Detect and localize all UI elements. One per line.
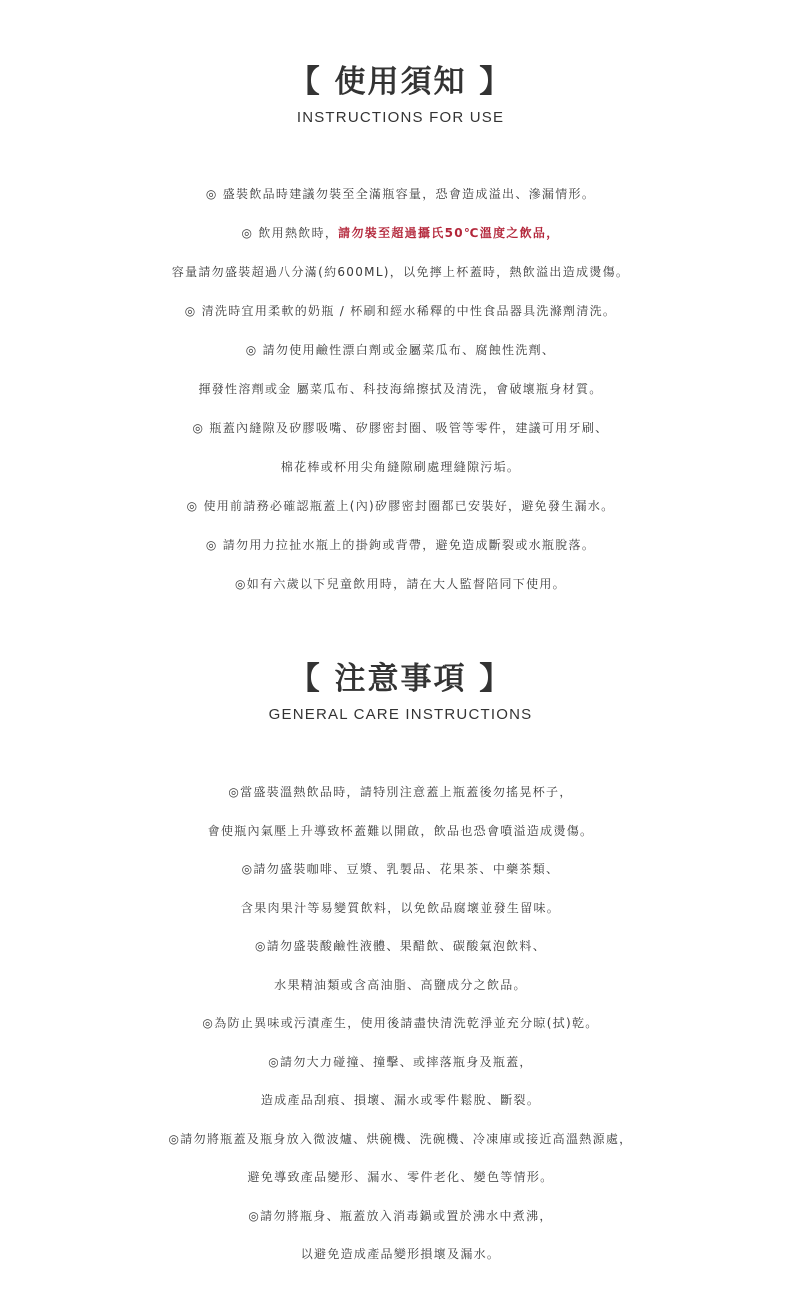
- instruction-line: [0, 448, 801, 487]
- instruction-text: 容量請勿盛裝超過八分滿(約600ML)，以免擰上杯蓋時，熱飲溢出造成燙傷。: [171, 265, 630, 279]
- instruction-line: [0, 214, 801, 253]
- care-line: ◎請勿將瓶身、瓶蓋放入消毒鍋或置於沸水中煮沸，: [248, 1208, 553, 1223]
- instruction-text: ◎ 使用前請務必確認瓶蓋上(內)矽膠密封圈都已安裝好，避免發生漏水。: [186, 499, 615, 513]
- instruction-line: [0, 409, 801, 448]
- instructions-section: [0, 58, 801, 604]
- instruction-line: [0, 565, 801, 604]
- care-title: 【 注意事項 】: [288, 661, 513, 697]
- care-line: ◎當盛裝溫熱飲品時，請特別注意蓋上瓶蓋後勿搖晃杯子，: [228, 785, 573, 799]
- instruction-text: ◎ 飲用熱飲時，: [241, 226, 339, 240]
- care-line: ◎請勿盛裝酸鹼性液體、果醋飲、碳酸氣泡飲料、: [254, 939, 547, 953]
- instruction-line: [0, 487, 801, 526]
- care-line: ◎請勿大力碰撞、撞擊、或摔落瓶身及瓶蓋，: [268, 1054, 533, 1069]
- instruction-text: ◎ 瓶蓋內縫隙及矽膠吸嘴、矽膠密封圈、吸管等零件，建議可用牙刷、: [192, 421, 609, 435]
- care-line: ◎為防止異味或污漬產生，使用後請盡快清洗乾淨並充分晾(拭)乾。: [202, 1016, 599, 1030]
- instruction-line: [0, 253, 801, 292]
- instruction-line: [0, 292, 801, 331]
- instruction-line: [0, 370, 801, 409]
- care-line: 會使瓶內氣壓上升導致杯蓋難以開啟，飲品也恐會噴溢造成燙傷。: [207, 823, 594, 838]
- care-line: 含果肉果汁等易變質飲料，以免飲品腐壞並發生留味。: [240, 900, 561, 915]
- instruction-text: ◎ 請勿用力拉扯水瓶上的掛鉤或背帶，避免造成斷裂或水瓶脫落。: [205, 538, 596, 552]
- instruction-text: ◎如有六歲以下兒童飲用時，請在大人監督陪同下使用。: [235, 577, 566, 591]
- instruction-line: [0, 331, 801, 370]
- care-line: 水果精油類或含高油脂、高鹽成分之飲品。: [274, 977, 527, 992]
- care-list: [0, 773, 801, 1274]
- care-subtitle: GENERAL CARE INSTRUCTIONS: [268, 706, 533, 723]
- instruction-text: 揮發性溶劑或金 屬菜瓜布、科技海綿擦拭及清洗，會破壞瓶身材質。: [198, 382, 603, 396]
- care-line: 以避免造成產品變形損壞及漏水。: [300, 1247, 501, 1261]
- instruction-line: [0, 526, 801, 565]
- care-line: 造成產品刮痕、損壞、漏水或零件鬆脫、斷裂。: [260, 1093, 541, 1107]
- instruction-text: ◎ 盛裝飲品時建議勿裝至全滿瓶容量，恐會造成溢出、滲漏情形。: [205, 187, 596, 201]
- care-line: 避免導致產品變形、漏水、零件老化、變色等情形。: [247, 1170, 554, 1184]
- instructions-subtitle: INSTRUCTIONS FOR USE: [296, 109, 505, 126]
- instruction-text: 棉花棒或杯用尖角縫隙刷處理縫隙污垢。: [280, 460, 521, 474]
- instruction-line: [0, 175, 801, 214]
- care-line: ◎請勿盛裝咖啡、豆漿、乳製品、花果茶、中藥茶類、: [241, 862, 560, 876]
- temperature-warning: 請勿裝至超過攝氏50℃溫度之飲品，: [338, 226, 560, 240]
- instructions-title: 【 使用須知 】: [288, 64, 513, 100]
- instruction-text: ◎ 清洗時宜用柔軟的奶瓶 / 杯刷和經水稀釋的中性食品器具洗滌劑清洗。: [184, 304, 617, 318]
- care-line: ◎請勿將瓶蓋及瓶身放入微波爐、烘碗機、洗碗機、冷凍庫或接近高溫熱源處，: [168, 1131, 633, 1146]
- care-section: [0, 655, 801, 1274]
- instruction-text: ◎ 請勿使用鹼性漂白劑或金屬菜瓜布、腐蝕性洗劑、: [245, 343, 556, 357]
- instructions-list: [0, 175, 801, 604]
